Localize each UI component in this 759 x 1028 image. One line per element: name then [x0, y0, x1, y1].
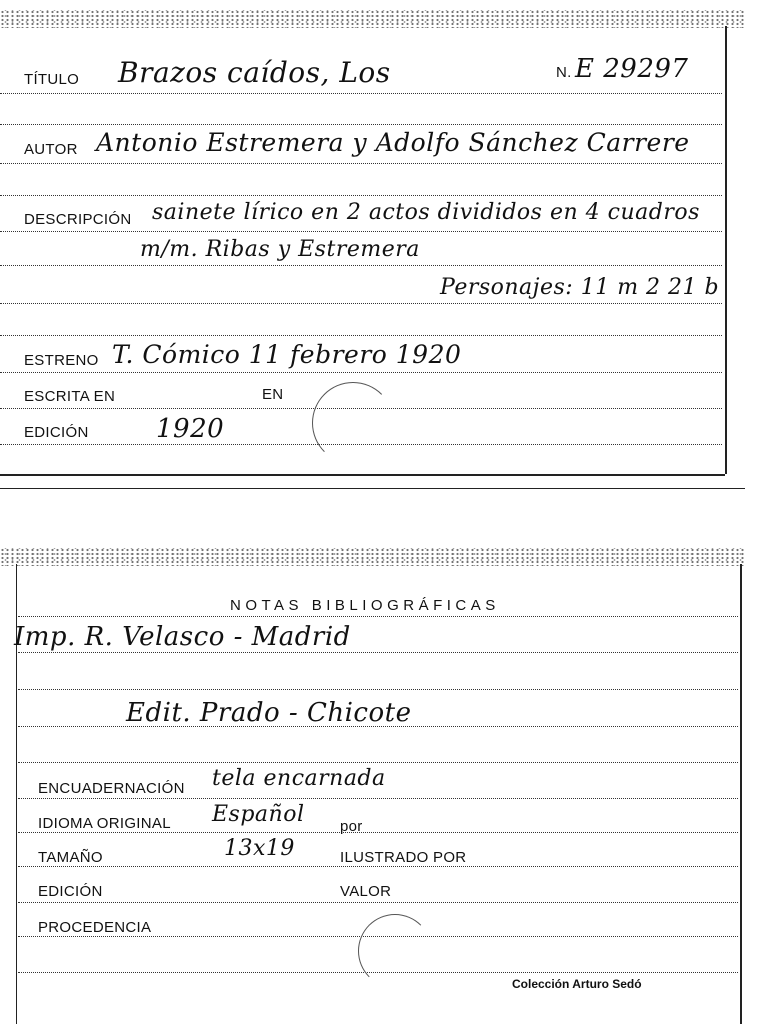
catalog-card-front — [0, 0, 759, 490]
card-right-edge — [740, 564, 742, 1024]
card-bottom-edge — [0, 474, 725, 476]
numero-label: N. — [556, 64, 572, 81]
en-label: EN — [262, 386, 284, 403]
rule-line — [18, 902, 738, 903]
rule-line — [18, 832, 738, 833]
notas-bibliograficas-heading: NOTAS BIBLIOGRÁFICAS — [230, 597, 500, 614]
encuadernacion-label: ENCUADERNACIÓN — [38, 780, 185, 797]
edicion-value: 1920 — [156, 414, 225, 444]
autor-value: Antonio Estremera y Adolfo Sánchez Carrere — [96, 128, 690, 157]
rule-line — [18, 616, 738, 617]
stamp-mark — [358, 914, 432, 988]
rule-line — [0, 265, 722, 266]
numero-value: E 29297 — [575, 54, 689, 84]
rule-line — [18, 689, 738, 690]
stamp-mark — [312, 382, 394, 464]
card-top-border — [0, 548, 745, 566]
rule-line — [18, 652, 738, 653]
rule-line — [0, 372, 722, 373]
rule-line — [0, 195, 722, 196]
card-cut-line — [0, 488, 745, 489]
descripcion-value-line1: sainete lírico en 2 actos divididos en 4 cuadros — [152, 200, 700, 225]
rule-line — [0, 93, 722, 94]
edicion-label: EDICIÓN — [24, 424, 89, 441]
tamano-value: 13x19 — [224, 836, 295, 861]
idioma-original-value: Español — [212, 802, 305, 827]
ilustrado-por-label: ILUSTRADO POR — [340, 849, 467, 866]
rule-line — [0, 303, 722, 304]
autor-label: AUTOR — [24, 141, 78, 158]
catalog-card-back — [0, 540, 759, 1028]
titulo-value: Brazos caídos, Los — [118, 56, 391, 89]
collection-footer: Colección Arturo Sedó — [512, 977, 642, 991]
personajes-value: Personajes: 11 m 2 21 b — [440, 275, 720, 300]
notes-line-1: Imp. R. Velasco - Madrid — [14, 622, 351, 652]
rule-line — [0, 335, 722, 336]
valor-label: VALOR — [340, 883, 392, 900]
procedencia-label: PROCEDENCIA — [38, 919, 152, 936]
descripcion-label: DESCRIPCIÓN — [24, 211, 132, 228]
estreno-value: T. Cómico 11 febrero 1920 — [112, 340, 462, 369]
descripcion-value-line2: m/m. Ribas y Estremera — [140, 237, 420, 262]
estreno-label: ESTRENO — [24, 352, 99, 369]
card-top-border — [0, 10, 745, 28]
notes-line-2: Edit. Prado - Chicote — [126, 698, 412, 728]
rule-line — [18, 866, 738, 867]
titulo-label: TÍTULO — [24, 71, 80, 88]
rule-line — [0, 231, 722, 232]
rule-line — [0, 163, 722, 164]
rule-line — [0, 124, 722, 125]
tamano-label: TAMAÑO — [38, 849, 103, 866]
encuadernacion-value: tela encarnada — [212, 766, 386, 791]
rule-line — [18, 762, 738, 763]
escrita-en-label: ESCRITA EN — [24, 388, 116, 405]
edicion-label: EDICIÓN — [38, 883, 103, 900]
idioma-original-label: IDIOMA ORIGINAL — [38, 815, 171, 832]
card-right-edge — [725, 26, 727, 474]
rule-line — [18, 798, 738, 799]
por-label: por — [340, 818, 363, 835]
